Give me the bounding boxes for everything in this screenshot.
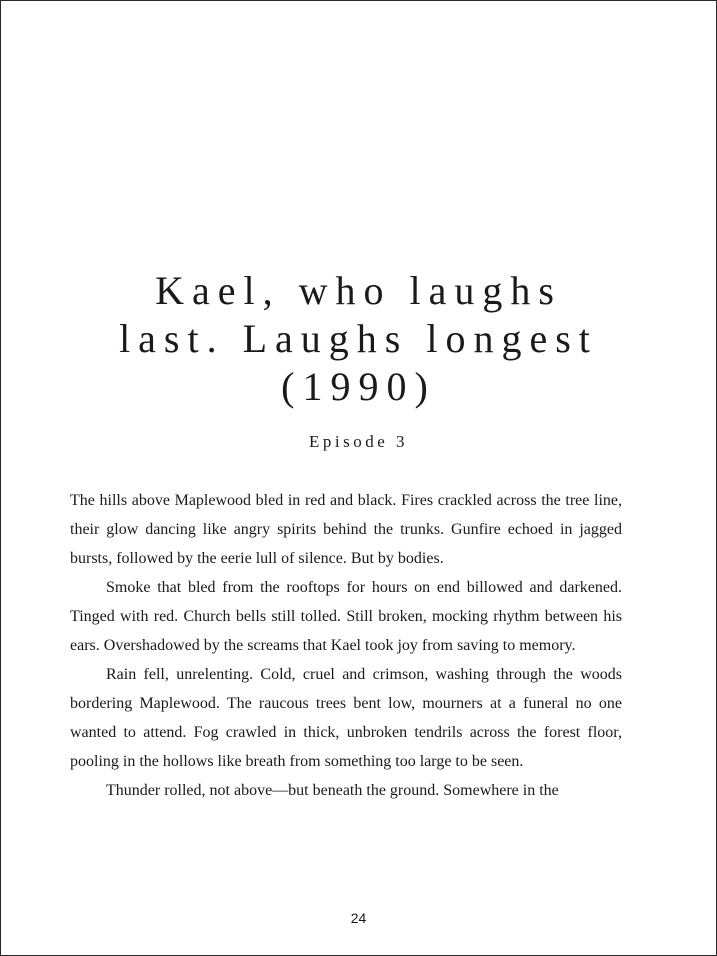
paragraph-1: The hills above Maplewood bled in red and black. Fires crackled across the tree line, their glow dancing like angry spirits behind the trunks. Gunfire echoed in jagged bursts, followed by the eerie lull of silence. But by bodies. bbox=[70, 492, 622, 567]
chapter-title-line-1: Kael, who laughs bbox=[155, 268, 562, 313]
episode-subtitle: Episode 3 bbox=[308, 432, 409, 451]
chapter-title bbox=[41, 267, 676, 411]
paragraph-2: Smoke that bled from the rooftops for hours on end billowed and darkened. Tinged with red. Church bells still tolled. Still broken, mocking rhythm between his ears. Overshadowed by the screams that Kael took joy from saving to memory. bbox=[70, 579, 622, 654]
chapter-title-line-3: (1990) bbox=[281, 364, 436, 409]
paragraph-3: Rain fell, unrelenting. Cold, cruel and crimson, washing through the woods bordering Maplewood. The raucous trees bent low, mourners at a funeral no one wanted to attend. Fog crawled in thick, unbroken tendrils across the forest floor, pooling in the hollows like breath from something too large to be seen. bbox=[70, 666, 622, 770]
chapter-title-line-2: last. Laughs longest bbox=[119, 316, 598, 361]
body-text bbox=[70, 486, 622, 805]
page-number: 24 bbox=[350, 910, 367, 926]
paragraph-4: Thunder rolled, not above—but beneath the ground. Somewhere in the bbox=[106, 782, 559, 799]
